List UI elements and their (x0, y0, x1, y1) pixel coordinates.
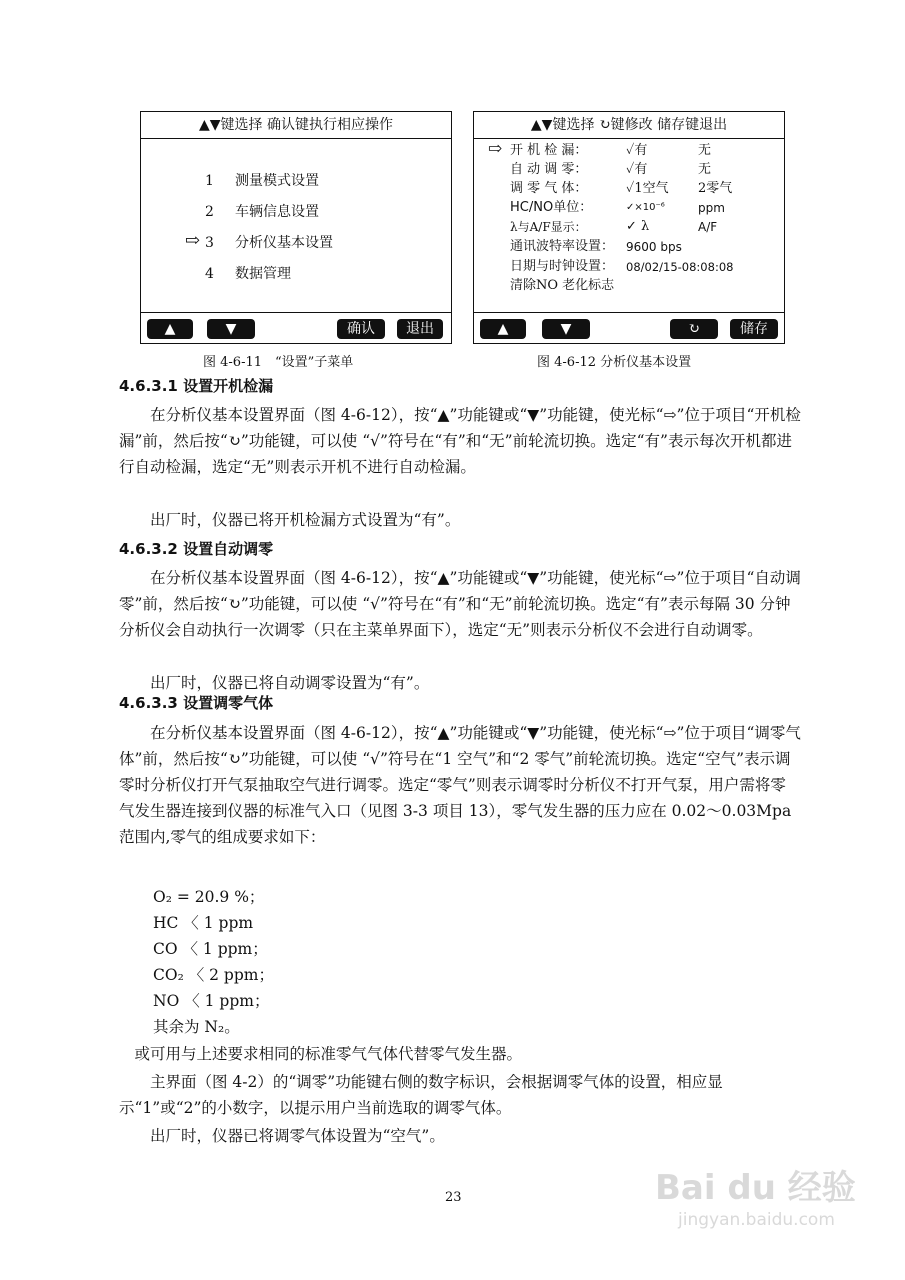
setting-row-auto-zero[interactable]: 自 动 调 零： ✓有 无 (510, 162, 712, 177)
fig-settings-submenu-screen (140, 111, 452, 344)
paragraph: 在分析仪基本设置界面（图 4-6-12），按“▲”功能键或“▼”功能键，使光标“⇨”位于项目“调零气体”前，然后按“↻”功能键，可以使 “√”符号在“1 空气”和“2 零气”前轮流切换。选定“空气”表示调零时分析仪打开气泵抽取空气进行调零。选定“零气”则表示调零时分析仪不打开气泵，用户需将零气发生器连接到仪器的标准气入口（见图 3-3 项目 13），零气发生器的压力应在 0.02～0.03Mpa 范围内,零气的组成要求如下： (119, 724, 801, 846)
paragraph: 主界面（图 4-2）的“调零”功能键右侧的数字标识，会根据调零气体的设置，相应显示“1”或“2”的小数字，以提示用户当前选取的调零气体。 (119, 1073, 723, 1117)
paragraph: 出厂时，仪器已将自动调零设置为“有”。 (150, 674, 430, 692)
paragraph: 出厂时，仪器已将开机检漏方式设置为“有”。 (150, 511, 461, 529)
setting-row-hcno-unit[interactable]: HC/NO单位： ✓×10⁻⁶ ppm (510, 200, 725, 215)
modify-button[interactable]: ↻ (670, 319, 718, 339)
figure-caption-4-6-11: 图 4-6-11 “设置”子菜单 (203, 355, 354, 370)
gas-spec-hc: HC 〈 1 ppm (153, 914, 254, 932)
exit-button[interactable]: 退出 (397, 319, 443, 339)
paragraph: 出厂时，仪器已将调零气体设置为“空气”。 (150, 1127, 445, 1145)
setting-row-lambda-af[interactable]: λ与A/F显示： ✓ λ A/F (510, 219, 718, 234)
row-cursor-icon: ⇨ (488, 139, 503, 159)
confirm-button[interactable]: 确认 (337, 319, 385, 339)
gas-spec-co: CO 〈 1 ppm； (153, 940, 268, 958)
up-button[interactable]: ▲ (480, 319, 526, 339)
menu-item-2[interactable]: 2 车辆信息设置 (205, 204, 319, 220)
menu-item-3[interactable]: 3 分析仪基本设置 (205, 235, 333, 251)
setting-row-leak-check[interactable]: 开 机 检 漏： ✓有 无 (510, 143, 712, 158)
section-heading-leak-check: 4.6.3.1 设置开机检漏 (119, 377, 274, 395)
section-heading-auto-zero: 4.6.3.2 设置自动调零 (119, 540, 274, 558)
page-number: 23 (445, 1190, 462, 1205)
fig-analyzer-settings-screen (473, 111, 785, 344)
paragraph: 在分析仪基本设置界面（图 4-6-12），按“▲”功能键或“▼”功能键，使光标“⇨”位于项目“自动调零”前，然后按“↻”功能键，可以使 “√”符号在“有”和“无”前轮流切换。选定“有”表示每隔 30 分钟分析仪会自动执行一次调零（只在主菜单界面下），选定“无”则表示分析仪不会进行自动调零。 (119, 569, 801, 639)
screen-header: ▲▼键选择 确认键执行相应操作 (141, 112, 451, 139)
section-heading-zero-gas: 4.6.3.3 设置调零气体 (119, 694, 274, 712)
gas-spec-no: NO 〈 1 ppm； (153, 992, 270, 1010)
screen-footer (141, 312, 451, 343)
setting-row-datetime[interactable]: 日期与时钟设置： 08/02/15-08:08:08 (510, 259, 734, 274)
gas-spec-balance: 其余为 N₂。 (153, 1018, 240, 1036)
figure-caption-4-6-12: 图 4-6-12 分析仪基本设置 (537, 355, 692, 370)
menu-cursor-icon: ⇨ (185, 230, 201, 251)
setting-row-clear-no-aging[interactable]: 清除NO 老化标志 (510, 278, 615, 293)
save-button[interactable]: 储存 (730, 319, 778, 339)
menu-item-1[interactable]: 1 测量模式设置 (205, 173, 319, 189)
down-button[interactable]: ▼ (207, 319, 255, 339)
paragraph: 或可用与上述要求相同的标准零气气体代替零气发生器。 (134, 1045, 523, 1063)
watermark-url: jingyan.baidu.com (678, 1210, 835, 1230)
setting-row-zero-gas[interactable]: 调 零 气 体： ✓1空气 2零气 (510, 181, 733, 196)
screen-header: ▲▼键选择 ↻键修改 储存键退出 (474, 112, 784, 139)
paragraph: 在分析仪基本设置界面（图 4-6-12），按“▲”功能键或“▼”功能键，使光标“⇨”位于项目“开机检漏”前，然后按“↻”功能键，可以使 “√”符号在“有”和“无”前轮流切换。选定“有”表示每次开机都进行自动检漏，选定“无”则表示开机不进行自动检漏。 (119, 406, 801, 476)
menu-item-4[interactable]: 4 数据管理 (205, 266, 291, 282)
setting-row-baud-rate[interactable]: 通讯波特率设置： 9600 bps (510, 239, 682, 254)
up-button[interactable]: ▲ (147, 319, 193, 339)
screen-footer (474, 312, 784, 343)
down-button[interactable]: ▼ (542, 319, 590, 339)
baidu-jingyan-logo: Bai du 经验 (655, 1168, 856, 1208)
gas-spec-co2: CO₂ 〈 2 ppm； (153, 966, 274, 984)
gas-spec-o2: O₂ = 20.9 %； (153, 888, 265, 906)
